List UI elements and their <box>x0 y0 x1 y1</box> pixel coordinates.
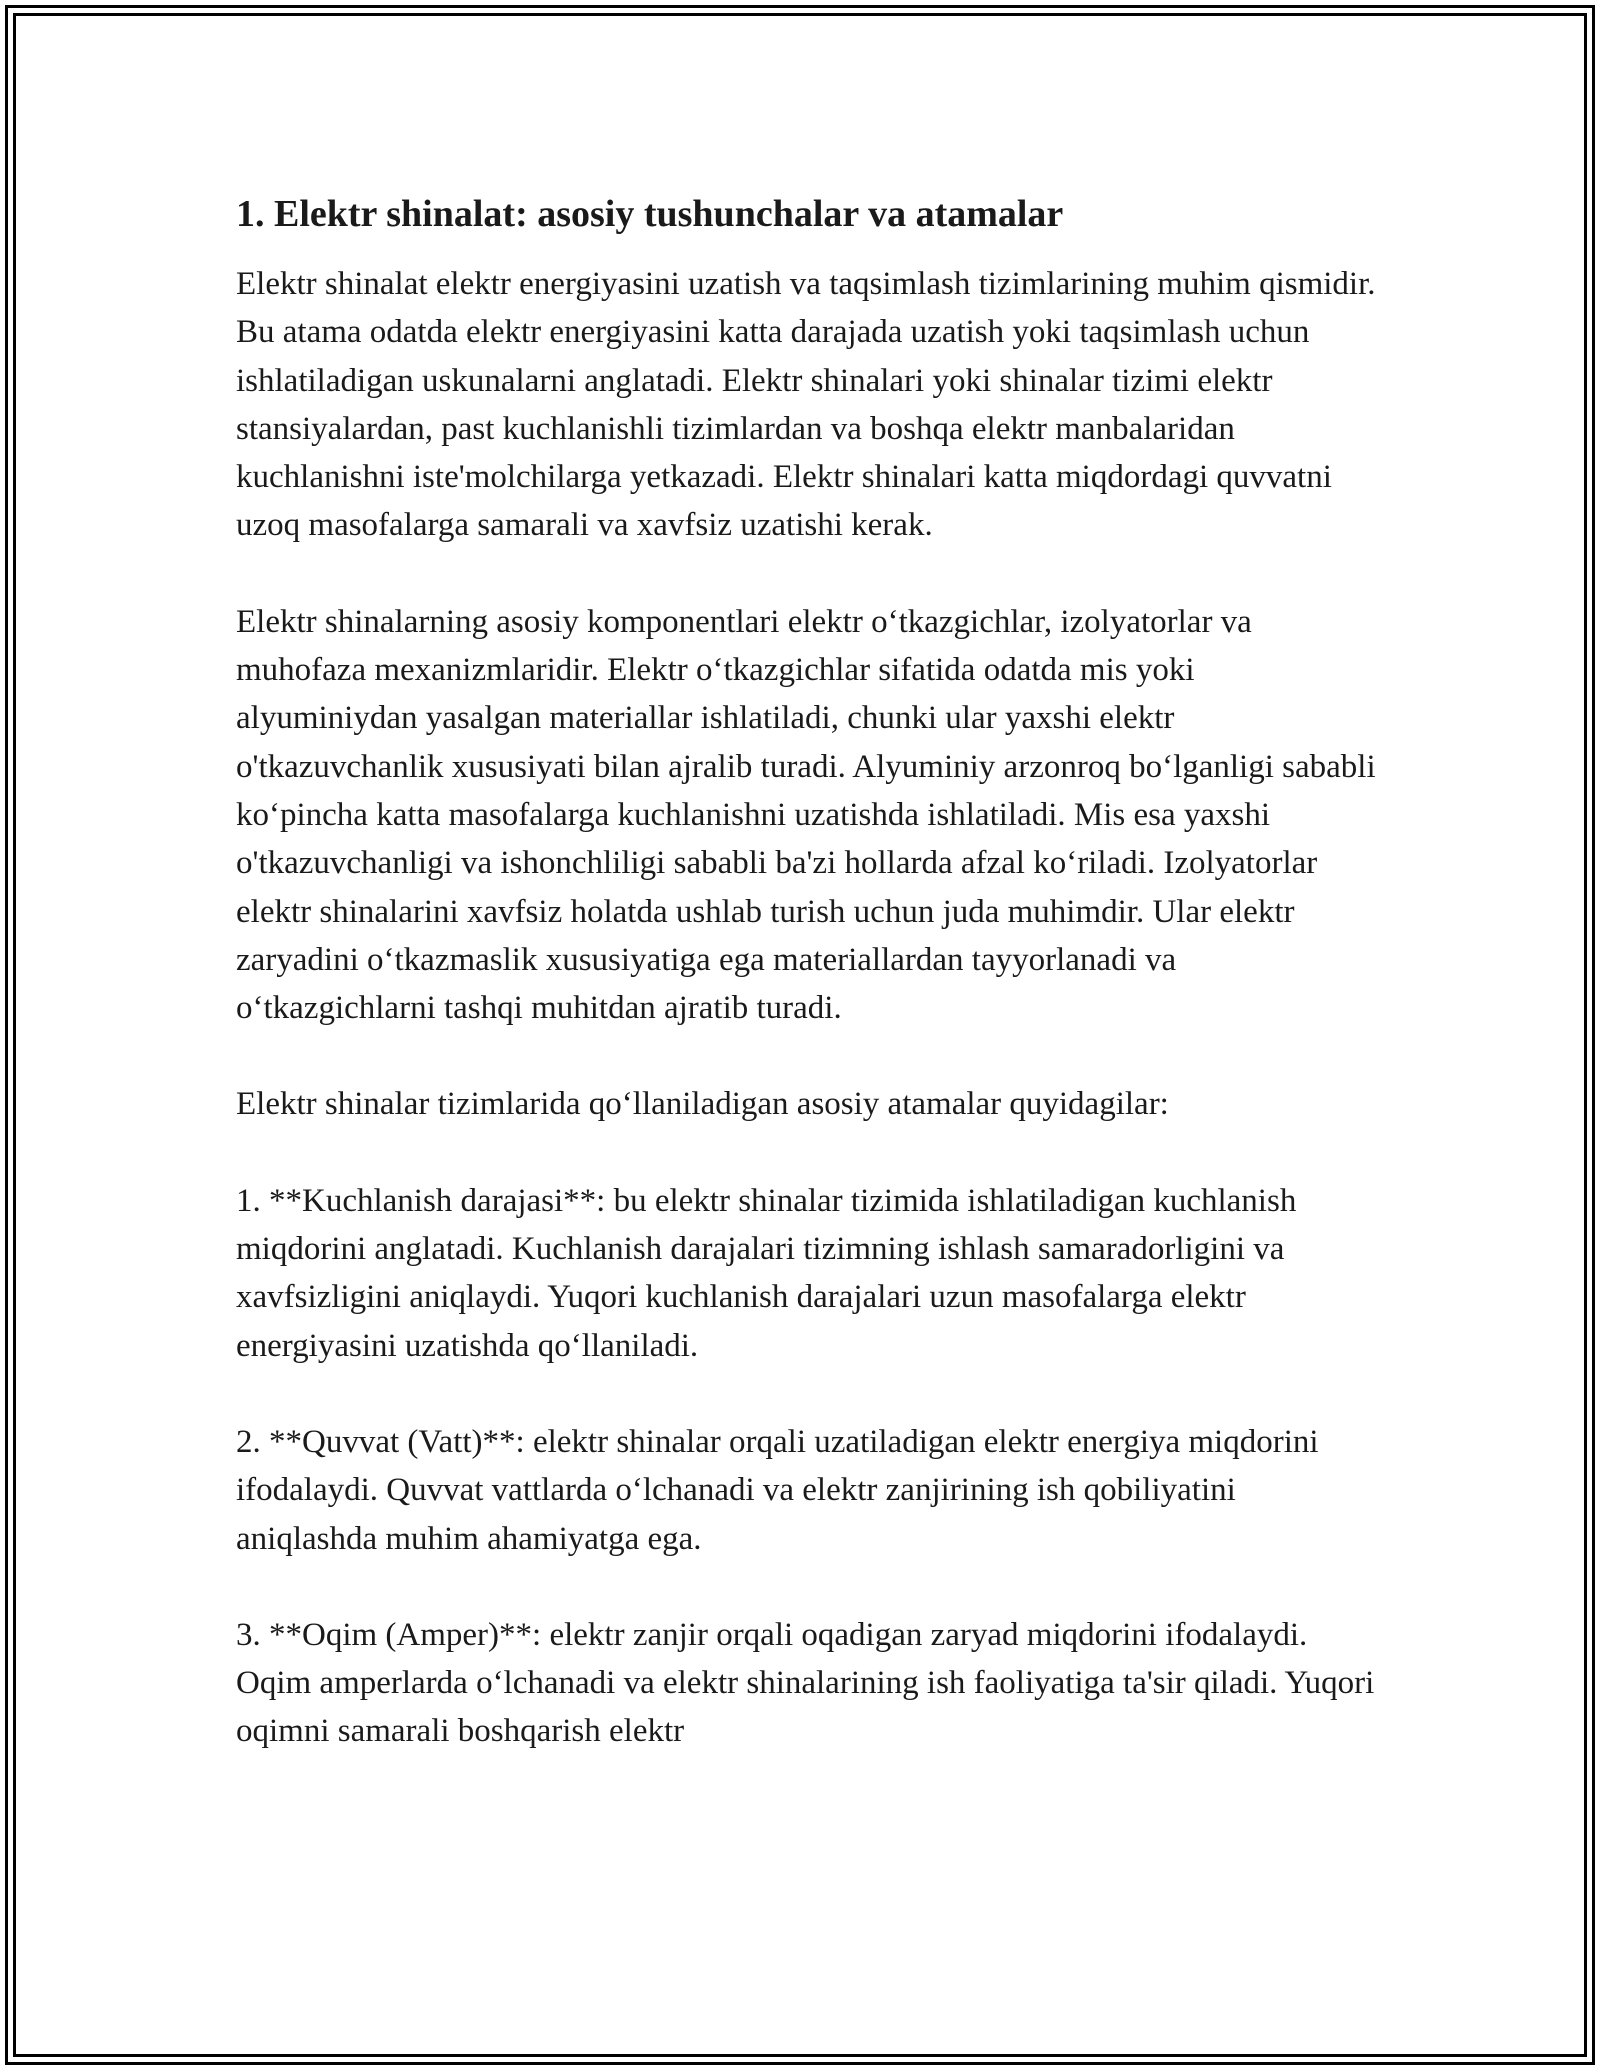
paragraph-intro: Elektr shinalat elektr energiyasini uzatish va taqsimlash tizimlarining muhim qismidir. Bu atama odatda elektr energiyasini katta darajada uzatish yoki taqsimlash uchun ishlatiladigan uskunalarni anglatadi. Elektr shinalari yoki shinalar tizimi elektr stansiyalardan, past kuchlanishli tizimlardan va boshqa elektr manbalaridan kuchlanishni iste'molchilarga yetkazadi. Elektr shinalari katta miqdordagi quvvatni uzoq masofalarga samarali va xavfsiz uzatishi kerak. <box>236 266 1376 544</box>
list-item-voltage-level: 1. **Kuchlanish darajasi**: bu elektr shinalar tizimida ishlatiladigan kuchlanish miqdorini anglatadi. Kuchlanish darajalari tizimning ishlash samaradorligini va xavfsizligini aniqlaydi. Yuqori kuchlanish darajalari uzun masofalarga elektr energiyasini uzatishda qo‘llaniladi. <box>236 1182 1297 1364</box>
paragraph-components: Elektr shinalarning asosiy komponentlari elektr o‘tkazgichlar, izolyatorlar va muhofaza mexanizmlaridir. Elektr o‘tkazgichlar sifatida odatda mis yoki alyuminiydan yasalgan materiallar ishlatiladi, chunki ular yaxshi elektr o'tkazuvchanlik xususiyati bilan ajralib turadi. Alyuminiy arzonroq bo‘lganligi sababli ko‘pincha katta masofalarga kuchlanishni uzatishda ishlatiladi. Mis esa yaxshi o'tkazuvchanligi va ishonchliligi sababli ba'zi hollarda afzal ko‘riladi. Izolyatorlar elektr shinalarini xavfsiz holatda ushlab turish uchun juda muhimdir. Ular elektr zaryadini o‘tkazmaslik xususiyatiga ega materiallardan tayyorlanadi va o‘tkazgichlarni tashqi muhitdan ajratib turadi. <box>236 603 1376 1027</box>
section-heading: 1. Elektr shinalat: asosiy tushunchalar va atamalar <box>236 193 1064 235</box>
paragraph-terms-intro: Elektr shinalar tizimlarida qo‘llaniladigan asosiy atamalar quyidagilar: <box>236 1086 1169 1123</box>
list-item-current: 3. **Oqim (Amper)**: elektr zanjir orqali oqadigan zaryad miqdorini ifodalaydi. Oqim amperlarda o‘lchanadi va elektr shinalarining ish faoliyatiga ta'sir qiladi. Yuqori oqimni samarali boshqarish elektr <box>236 1616 1375 1750</box>
document-body <box>236 184 1376 1804</box>
list-item-power: 2. **Quvvat (Vatt)**: elektr shinalar orqali uzatiladigan elektr energiya miqdorini ifodalaydi. Quvvat vattlarda o‘lchanadi va elektr zanjirining ish qobiliyatini aniqlashda muhim ahamiyatga ega. <box>236 1423 1319 1557</box>
